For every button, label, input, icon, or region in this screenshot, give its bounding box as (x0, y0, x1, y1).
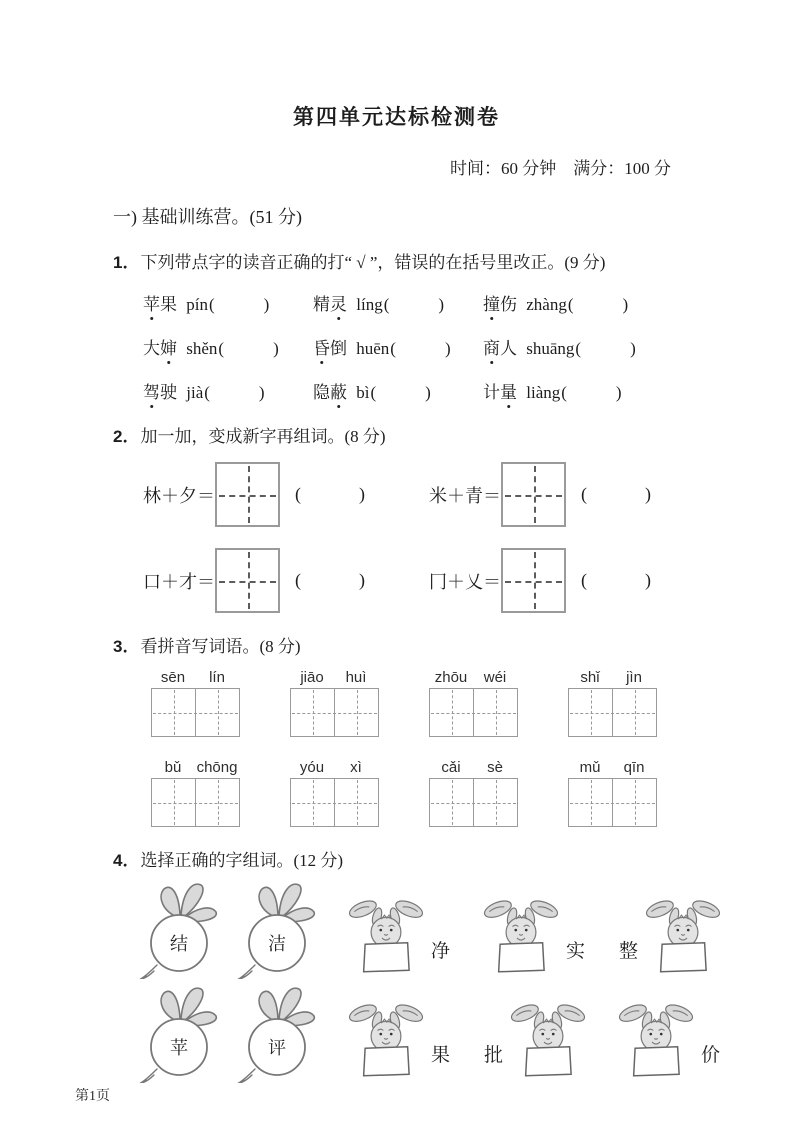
grid-dashed-midline (570, 713, 655, 714)
close-paren: ) (645, 484, 651, 504)
character-writing-box (501, 548, 566, 613)
q1-char: 倒 (330, 339, 347, 358)
rabbit-card-item (615, 898, 724, 979)
q1-prompt (113, 248, 793, 273)
page-number: 第1页 (75, 1089, 110, 1104)
writing-grid (568, 688, 657, 737)
close-paren: ) (263, 295, 270, 314)
open-paren: ( (575, 339, 582, 358)
pinyin-label: xì (350, 759, 362, 776)
q2-prompt (113, 422, 793, 447)
pinyin-label: cǎi (441, 759, 461, 776)
q2-rows (143, 462, 793, 613)
rabbit-with-card-icon (507, 1002, 589, 1078)
q1-char: 果 (160, 295, 177, 314)
q3-word-block (151, 669, 240, 737)
time-score-info: 时间：60 分钟 满分：100 分 (450, 159, 671, 178)
radish-icon (235, 983, 319, 1083)
pinyin-label: jìn (626, 669, 642, 686)
radish-illustration (235, 879, 319, 979)
q1-char: 伤 (500, 295, 517, 314)
writing-grid (290, 778, 379, 827)
open-paren: ( (208, 295, 215, 314)
radish-char: 苹 (170, 1038, 188, 1058)
q1-pinyin: shěn (182, 339, 218, 358)
q4-given-char: 净 (431, 941, 451, 962)
q1-char: 商 (483, 334, 500, 359)
q1-prompt-text: 下列带点字的读音正确的打“ √ ”，错误的在括号里改正。(9 分) (140, 253, 606, 272)
q1-char: 苹 (143, 290, 160, 315)
q3-prompt (113, 632, 793, 657)
q1-word (313, 383, 347, 402)
rabbit-with-card-icon (345, 1002, 427, 1078)
radish-illustration (137, 983, 221, 1083)
pinyin-label: yóu (299, 759, 325, 776)
q3-row (151, 759, 793, 827)
grid-dashed-midline (292, 713, 377, 714)
radish-illustration (235, 983, 319, 1083)
open-paren: ( (218, 339, 225, 358)
q1-char: 隐 (313, 383, 330, 402)
grid-dashed-midline (431, 713, 516, 714)
rabbit-illustration (642, 898, 724, 979)
q3-number: 3． (113, 637, 140, 656)
rabbit-card-item (615, 1002, 724, 1083)
q1-char: 撞 (483, 290, 500, 315)
q2-equation: 林＋夕＝ (143, 485, 215, 506)
open-paren: ( (295, 570, 301, 590)
q2-item (429, 462, 651, 527)
q1-char: 蔽 (330, 378, 347, 403)
q3-word-block (429, 759, 518, 827)
q1-items (143, 290, 793, 403)
grid-dashed-midline (431, 803, 516, 804)
pinyin-labels (151, 669, 240, 686)
q1-word (143, 383, 177, 402)
open-paren: ( (581, 570, 587, 590)
pinyin-label: huì (345, 669, 367, 686)
q3-word-block (568, 759, 657, 827)
writing-grid (151, 778, 240, 827)
close-paren: ) (630, 339, 636, 358)
q2-number: 2． (113, 427, 140, 446)
q1-item (313, 290, 483, 315)
pinyin-label: qīn (623, 759, 645, 776)
pinyin-label: mǔ (579, 759, 601, 776)
q1-char: 驾 (143, 378, 160, 403)
pinyin-labels (429, 669, 518, 686)
q1-word (313, 339, 347, 358)
rabbit-illustration (345, 1002, 427, 1083)
q1-number: 1． (113, 253, 140, 272)
open-paren: ( (581, 484, 587, 504)
pinyin-labels (290, 759, 379, 776)
q4-given-char: 价 (701, 1045, 721, 1066)
rabbit-illustration (507, 1002, 589, 1083)
q1-pinyin: zhàng (522, 295, 567, 314)
open-paren: ( (295, 484, 301, 504)
q1-word (143, 339, 177, 358)
q3-word-block (151, 759, 240, 827)
close-paren: ) (444, 339, 451, 358)
pinyin-labels (568, 669, 657, 686)
open-paren: ( (561, 383, 567, 402)
close-paren: ) (615, 383, 622, 402)
q4-given-char: 批 (484, 1045, 504, 1066)
q4-number: 4． (113, 851, 140, 870)
close-paren: ) (359, 484, 365, 504)
close-paren: ) (425, 383, 431, 402)
q3-word-block (429, 669, 518, 737)
writing-grid (429, 688, 518, 737)
writing-grid (429, 778, 518, 827)
pinyin-label: lín (209, 669, 225, 686)
q1-pinyin: pín (182, 295, 208, 314)
q1-item (483, 378, 793, 403)
character-writing-box (215, 462, 280, 527)
radish-char: 结 (170, 934, 188, 954)
q2-equation: 口＋才＝ (143, 571, 215, 592)
pinyin-labels (290, 669, 379, 686)
q1-char: 量 (500, 378, 517, 403)
grid-dashed-midline (153, 713, 238, 714)
q1-item (143, 378, 313, 403)
q1-item (313, 334, 483, 359)
q1-item (143, 290, 313, 315)
radish-illustration (137, 879, 221, 979)
grid-dashed-midline (292, 803, 377, 804)
character-writing-box (501, 462, 566, 527)
pinyin-label: zhōu (434, 669, 468, 686)
q3-prompt-text: 看拼音写词语。(8 分) (140, 637, 301, 656)
q3-word-block (290, 759, 379, 827)
q4-given-char: 整 (619, 941, 639, 962)
q1-pinyin: shuāng (522, 339, 575, 358)
q1-pinyin: huēn (352, 339, 390, 358)
rabbit-card-item (480, 1002, 589, 1083)
q3-rows (151, 669, 793, 827)
q1-char: 计 (483, 383, 500, 402)
pinyin-labels (151, 759, 240, 776)
rabbit-illustration (480, 898, 562, 979)
q2-row (143, 462, 793, 527)
q1-char: 驶 (160, 383, 177, 402)
pinyin-label: chōng (196, 759, 238, 776)
open-paren: ( (383, 295, 390, 314)
rabbit-with-card-icon (615, 1002, 697, 1078)
q2-row (143, 548, 793, 613)
section-heading: 一) 基础训练营。(51 分) (113, 207, 302, 227)
q2-equation: 冂＋乂＝ (429, 571, 501, 592)
pinyin-label: jiāo (300, 669, 324, 686)
grid-dashed-midline (570, 803, 655, 804)
radish-char: 洁 (268, 934, 286, 954)
pinyin-labels (429, 759, 518, 776)
q4-row (137, 879, 793, 979)
close-paren: ) (438, 295, 445, 314)
open-paren: ( (370, 383, 377, 402)
q4-row (137, 983, 793, 1083)
q1-word (313, 295, 347, 314)
q1-char: 大 (143, 339, 160, 358)
q2-item (143, 462, 365, 527)
q1-pinyin: bì (352, 383, 370, 402)
q1-char: 精 (313, 295, 330, 314)
rabbit-illustration (615, 1002, 697, 1083)
rabbit-card-item (345, 898, 454, 979)
radish-icon (137, 983, 221, 1083)
q1-pinyin: jià (182, 383, 204, 402)
close-paren: ) (359, 570, 365, 590)
rabbit-with-card-icon (642, 898, 724, 974)
page-title: 第四单元达标检测卷 (293, 105, 500, 129)
q1-char: 昏 (313, 334, 330, 359)
rabbit-card-item (480, 898, 589, 979)
q4-given-char: 实 (566, 941, 586, 962)
rabbit-illustration (345, 898, 427, 979)
q2-item (429, 548, 651, 613)
rabbit-with-card-icon (345, 898, 427, 974)
q3-word-block (568, 669, 657, 737)
open-paren: ( (390, 339, 396, 358)
pinyin-label: sēn (160, 669, 186, 686)
close-paren: ) (622, 295, 629, 314)
character-writing-box (215, 548, 280, 613)
pinyin-label: shǐ (580, 669, 600, 686)
close-paren: ) (645, 570, 651, 590)
q1-char: 人 (500, 339, 517, 358)
q1-word (143, 295, 177, 314)
open-paren: ( (204, 383, 210, 402)
open-paren: ( (567, 295, 574, 314)
q1-item (313, 378, 483, 403)
writing-grid (568, 778, 657, 827)
q1-word (483, 339, 517, 358)
q1-word (483, 383, 517, 402)
q1-item (483, 290, 793, 315)
writing-grid (151, 688, 240, 737)
q2-prompt-text: 加一加，变成新字再组词。(8 分) (140, 427, 386, 446)
rabbit-card-item (345, 1002, 454, 1083)
radish-char: 评 (268, 1038, 286, 1058)
q2-item (143, 548, 365, 613)
q1-item (143, 334, 313, 359)
q1-char: 婶 (160, 334, 177, 359)
q1-pinyin: liàng (522, 383, 561, 402)
q4-prompt-text: 选择正确的字组词。(12 分) (140, 851, 344, 870)
grid-dashed-midline (153, 803, 238, 804)
q4-rows (137, 879, 793, 1083)
rabbit-with-card-icon (480, 898, 562, 974)
q4-prompt (113, 846, 793, 871)
q3-row (151, 669, 793, 737)
q1-word (483, 295, 517, 314)
radish-icon (235, 879, 319, 979)
radish-icon (137, 879, 221, 979)
q4-given-char: 果 (431, 1045, 451, 1066)
q1-char: 灵 (330, 290, 347, 315)
pinyin-label: wéi (483, 669, 507, 686)
pinyin-label: bǔ (164, 759, 182, 776)
pinyin-labels (568, 759, 657, 776)
q2-equation: 米＋青＝ (429, 485, 501, 506)
pinyin-label: sè (487, 759, 503, 776)
q1-pinyin: líng (352, 295, 383, 314)
writing-grid (290, 688, 379, 737)
close-paren: ) (258, 383, 265, 402)
q1-item (483, 334, 793, 359)
close-paren: ) (273, 339, 279, 358)
q3-word-block (290, 669, 379, 737)
